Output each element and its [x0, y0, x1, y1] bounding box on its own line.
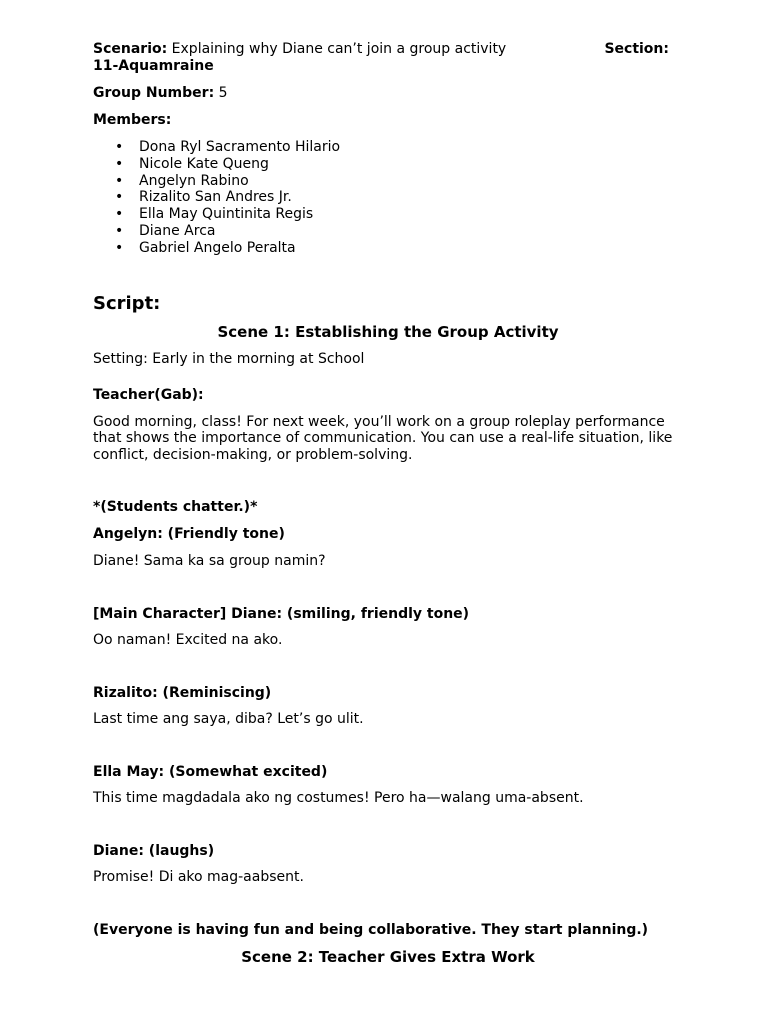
section-value: 11-Aquamraine — [93, 58, 214, 74]
member-item: • Gabriel Angelo Peralta — [139, 240, 683, 257]
diane-speaker-2: Diane: (laughs) — [93, 843, 215, 860]
setting-line: Setting: Early in the morning at School — [93, 350, 365, 367]
teacher-line: Good morning, class! For next week, you’ll work on a group roleplay performance that shows the importance of communication. You can use a real-life situation, like conflict, decision-making, or problem-solving. — [93, 413, 673, 463]
teacher-speaker: Teacher(Gab): — [93, 386, 204, 403]
scene2-title: Scene 2: Teacher Gives Extra Work — [241, 948, 535, 967]
ellamay-speaker: Ella May: (Somewhat excited) — [93, 764, 328, 781]
member-item: • Nicole Kate Queng — [139, 156, 683, 173]
stage-direction: (Everyone is having fun and being collaborative. They start planning.) — [93, 922, 649, 939]
ellamay-line: This time magdadala ako ng costumes! Pero ha—walang uma-absent. — [93, 790, 584, 807]
members-label: Members: — [93, 112, 172, 128]
script-title: Script: — [93, 292, 161, 314]
scene1-title: Scene 1: Establishing the Group Activity — [217, 322, 559, 341]
member-item: • Diane Arca — [139, 223, 683, 240]
member-item: • Angelyn Rabino — [139, 173, 683, 190]
rizalito-line: Last time ang saya, diba? Let’s go ulit. — [93, 711, 364, 728]
group-number-label: Group Number: — [93, 85, 215, 101]
diane-speaker-1: [Main Character] Diane: (smiling, friendly tone) — [93, 606, 470, 623]
diane-line-1: Oo naman! Excited na ako. — [93, 632, 283, 649]
document-page — [93, 41, 683, 966]
members-list — [93, 139, 683, 257]
angelyn-line: Diane! Sama ka sa group namin? — [93, 553, 326, 570]
scenario-value: Explaining why Diane can’t join a group activity — [171, 41, 507, 57]
group-number-value: 5 — [218, 85, 228, 101]
member-item: • Dona Ryl Sacramento Hilario — [139, 139, 683, 156]
angelyn-speaker: Angelyn: (Friendly tone) — [93, 526, 285, 543]
scenario-label: Scenario: — [93, 41, 168, 57]
rizalito-speaker: Rizalito: (Reminiscing) — [93, 685, 272, 702]
diane-line-2: Promise! Di ako mag-aabsent. — [93, 869, 304, 886]
group-number-row — [93, 85, 683, 102]
scenario-row — [93, 41, 683, 58]
section-label: Section: — [604, 41, 669, 57]
students-chatter: *(Students chatter.)* — [93, 499, 258, 516]
member-item: • Ella May Quintinita Regis — [139, 206, 683, 223]
member-item: • Rizalito San Andres Jr. — [139, 189, 683, 206]
